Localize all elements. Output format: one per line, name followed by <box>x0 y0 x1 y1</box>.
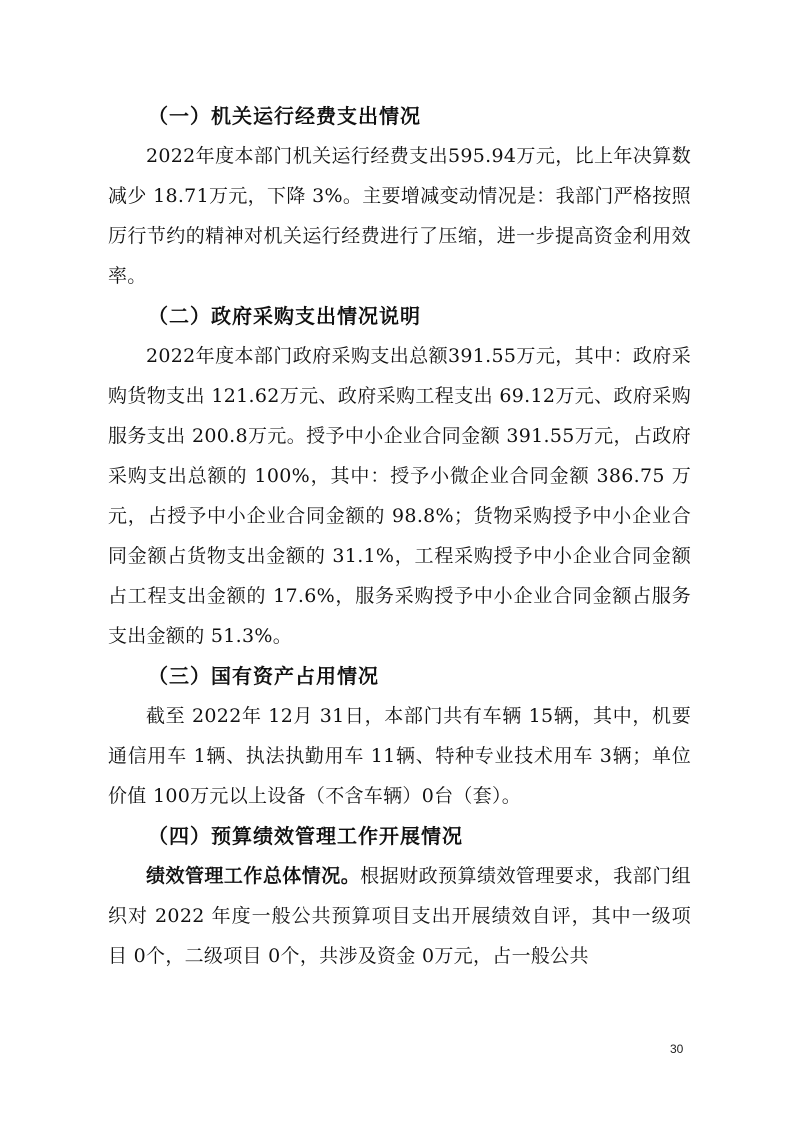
section-paragraph-2 <box>108 336 691 656</box>
paragraph-lead: 绩效管理工作总体情况。 <box>146 865 361 887</box>
section-heading-1: （一）机关运行经费支出情况 <box>148 104 421 128</box>
section-paragraph-4 <box>108 856 691 976</box>
page-number: 30 <box>670 1042 684 1056</box>
section-heading-3: （三）国有资产占用情况 <box>148 664 379 688</box>
section-heading-4: （四）预算绩效管理工作开展情况 <box>148 824 463 848</box>
paragraph-text: 2022年度本部门机关运行经费支出595.94万元，比上年决算数减少 18.71万元，下降 3%。主要增减变动情况是：我部门严格按照厉行节约的精神对机关运行经费进行了压缩，进一步提高资金利用效率。 <box>108 145 691 287</box>
section-paragraph-3 <box>108 696 691 816</box>
paragraph-text: 根据财政预算绩效管理要求，我部门组织对 2022 年度一般公共预算项目支出开展绩效自评，其中一级项目 0个，二级项目 0个，共涉及资金 0万元，占一般公共 <box>108 865 691 967</box>
paragraph-text: 截至 2022年 12月 31日，本部门共有车辆 15辆，其中，机要通信用车 1辆、执法执勤用车 11辆、特种专业技术用车 3辆；单位价值 100万元以上设备（不含车辆）0台（套）。 <box>108 705 691 807</box>
paragraph-text: 2022年度本部门政府采购支出总额391.55万元，其中：政府采购货物支出 121.62万元、政府采购工程支出 69.12万元、政府采购服务支出 200.8万元。授予中小企业合同金额 391.55万元，占政府采购支出总额的 100%，其中：授予小微企业合同金额 386.75 万元，占授予中小企业合同金额的 98.8%；货物采购授予中小企业合同金额占货物支出金额的 31.1%，工程采购授予中小企业合同金额占工程支出金额的 17.6%，服务采购授予中小企业合同金额占服务支出金额的 51.3%。 <box>108 345 691 647</box>
section-heading-2: （二）政府采购支出情况说明 <box>148 304 421 328</box>
section-paragraph-1 <box>108 136 691 296</box>
document-body <box>108 96 691 976</box>
